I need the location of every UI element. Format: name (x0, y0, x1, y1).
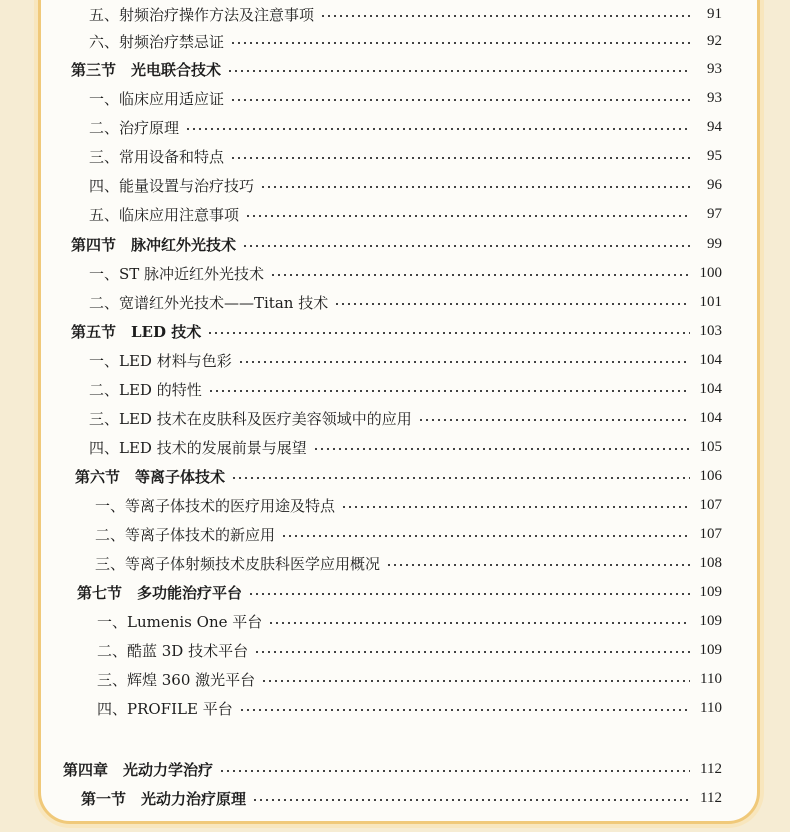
toc-entry[interactable] (89, 259, 722, 287)
toc-page-number: 99 (707, 235, 722, 252)
toc-page-number: 103 (699, 322, 722, 339)
dot-leader (230, 42, 690, 44)
toc-entry-label: 四、LED 技术的发展前景与展望 (89, 438, 307, 457)
toc-entry[interactable] (89, 346, 722, 374)
toc-entry[interactable] (95, 520, 722, 548)
toc-page-number: 112 (700, 789, 722, 806)
dot-leader (418, 419, 690, 421)
dot-leader (248, 593, 690, 595)
toc-entry-label: 三、等离子体射频技术皮肤科医学应用概况 (95, 554, 381, 573)
dot-leader (260, 186, 690, 188)
toc-entry[interactable] (89, 288, 722, 316)
dot-leader (320, 15, 690, 17)
toc-page-number: 107 (699, 525, 722, 542)
toc-page-number: 104 (699, 351, 722, 368)
toc-entry-label: 一、LED 材料与色彩 (89, 351, 232, 370)
dot-leader (334, 303, 690, 305)
toc-entry[interactable] (95, 549, 722, 577)
toc-section-entry[interactable] (71, 230, 722, 258)
dot-leader (242, 245, 690, 247)
toc-entry-label: 二、宽谱红外光技术——Titan 技术 (89, 293, 329, 312)
toc-entry-label: 三、常用设备和特点 (89, 147, 225, 166)
toc-entry[interactable] (97, 665, 722, 693)
toc-page-number: 107 (699, 496, 722, 513)
toc-page-number: 105 (699, 438, 722, 455)
toc-entry-label: 二、酷蓝 3D 技术平台 (97, 641, 249, 660)
toc-entry-label: 第一节 光动力治疗原理 (81, 789, 247, 808)
toc-chapter-entry[interactable] (63, 755, 722, 783)
toc-entry[interactable] (89, 200, 722, 228)
dot-leader (245, 215, 690, 217)
toc-entry[interactable] (89, 113, 722, 141)
toc-entry-label: 一、Lumenis One 平台 (97, 612, 263, 631)
dot-leader (386, 564, 690, 566)
toc-entry[interactable] (89, 433, 722, 461)
toc-entry-label: 一、临床应用适应证 (89, 89, 225, 108)
toc-entry-label: 三、辉煌 360 激光平台 (97, 670, 256, 689)
toc-entry[interactable] (97, 607, 722, 635)
dot-leader (341, 506, 690, 508)
toc-entry[interactable] (89, 27, 722, 55)
toc-entry[interactable] (89, 171, 722, 199)
toc-entry[interactable] (89, 142, 722, 170)
dot-leader (313, 448, 690, 450)
dot-leader (227, 70, 690, 72)
toc-entry[interactable] (89, 375, 722, 403)
dot-leader (219, 770, 690, 772)
toc-section-entry[interactable] (77, 578, 722, 606)
toc-entry-label: 第四章 光动力学治疗 (63, 760, 214, 779)
toc-page-number: 93 (707, 89, 722, 106)
toc-page-number: 109 (699, 612, 722, 629)
toc-entry[interactable] (89, 404, 722, 432)
toc-entry[interactable] (89, 84, 722, 112)
toc-entry-label: 一、等离子体技术的医疗用途及特点 (95, 496, 336, 515)
toc-page-number: 94 (707, 118, 722, 135)
toc-page-number: 91 (707, 5, 722, 22)
toc-entry-label: 第四节 脉冲红外光技术 (71, 235, 237, 254)
dot-leader (230, 157, 690, 159)
dot-leader (268, 622, 690, 624)
toc-entry-label: 二、治疗原理 (89, 118, 180, 137)
dot-leader (207, 332, 690, 334)
toc-page-number: 93 (707, 60, 722, 77)
toc-section-entry[interactable] (75, 462, 722, 490)
dot-leader (238, 361, 690, 363)
dot-leader (231, 477, 690, 479)
toc-entry-label: 四、PROFILE 平台 (97, 699, 233, 718)
toc-entry-label: 六、射频治疗禁忌证 (89, 32, 225, 51)
toc-page-number: 96 (707, 176, 722, 193)
toc-page-number: 97 (707, 205, 722, 222)
dot-leader (261, 680, 690, 682)
toc-page-number: 109 (699, 641, 722, 658)
toc-entry[interactable] (95, 491, 722, 519)
toc-page-number: 108 (699, 554, 722, 571)
toc-page-number: 104 (699, 380, 722, 397)
dot-leader (254, 651, 690, 653)
dot-leader (281, 535, 690, 537)
dot-leader (208, 390, 690, 392)
toc-entry-label: 三、LED 技术在皮肤科及医疗美容领域中的应用 (89, 409, 412, 428)
toc-entry-label: 第六节 等离子体技术 (75, 467, 226, 486)
toc-entry-label: 一、ST 脉冲近红外光技术 (89, 264, 265, 283)
toc-entry[interactable] (97, 694, 722, 722)
dot-leader (239, 709, 690, 711)
toc-page-number: 92 (707, 32, 722, 49)
toc-entry-label: 二、LED 的特性 (89, 380, 202, 399)
toc-entry-label: 四、能量设置与治疗技巧 (89, 176, 255, 195)
dot-leader (185, 128, 690, 130)
toc-entry-label: 第七节 多功能治疗平台 (77, 583, 243, 602)
toc-page-number: 106 (699, 467, 722, 484)
toc-page-number: 110 (700, 699, 722, 716)
toc-section-entry[interactable] (71, 55, 722, 83)
toc-page-number: 112 (700, 760, 722, 777)
dot-leader (252, 799, 690, 801)
toc-entry-label: 第五节 LED 技术 (71, 322, 202, 341)
toc-entry-label: 五、临床应用注意事项 (89, 205, 240, 224)
toc-page-number: 95 (707, 147, 722, 164)
toc-page-number: 109 (699, 583, 722, 600)
toc-entry-label: 第三节 光电联合技术 (71, 60, 222, 79)
dot-leader (230, 99, 690, 101)
dot-leader (270, 274, 690, 276)
toc-page-number: 104 (699, 409, 722, 426)
toc-section-entry[interactable] (71, 317, 722, 345)
toc-entry-label: 五、射频治疗操作方法及注意事项 (89, 5, 315, 24)
toc-page-number: 101 (699, 293, 722, 310)
toc-page-number: 100 (699, 264, 722, 281)
toc-entry-label: 二、等离子体技术的新应用 (95, 525, 276, 544)
toc-page-number: 110 (700, 670, 722, 687)
toc-section-entry[interactable] (81, 784, 722, 812)
toc-entry[interactable] (89, 0, 722, 28)
toc-entry[interactable] (97, 636, 722, 664)
